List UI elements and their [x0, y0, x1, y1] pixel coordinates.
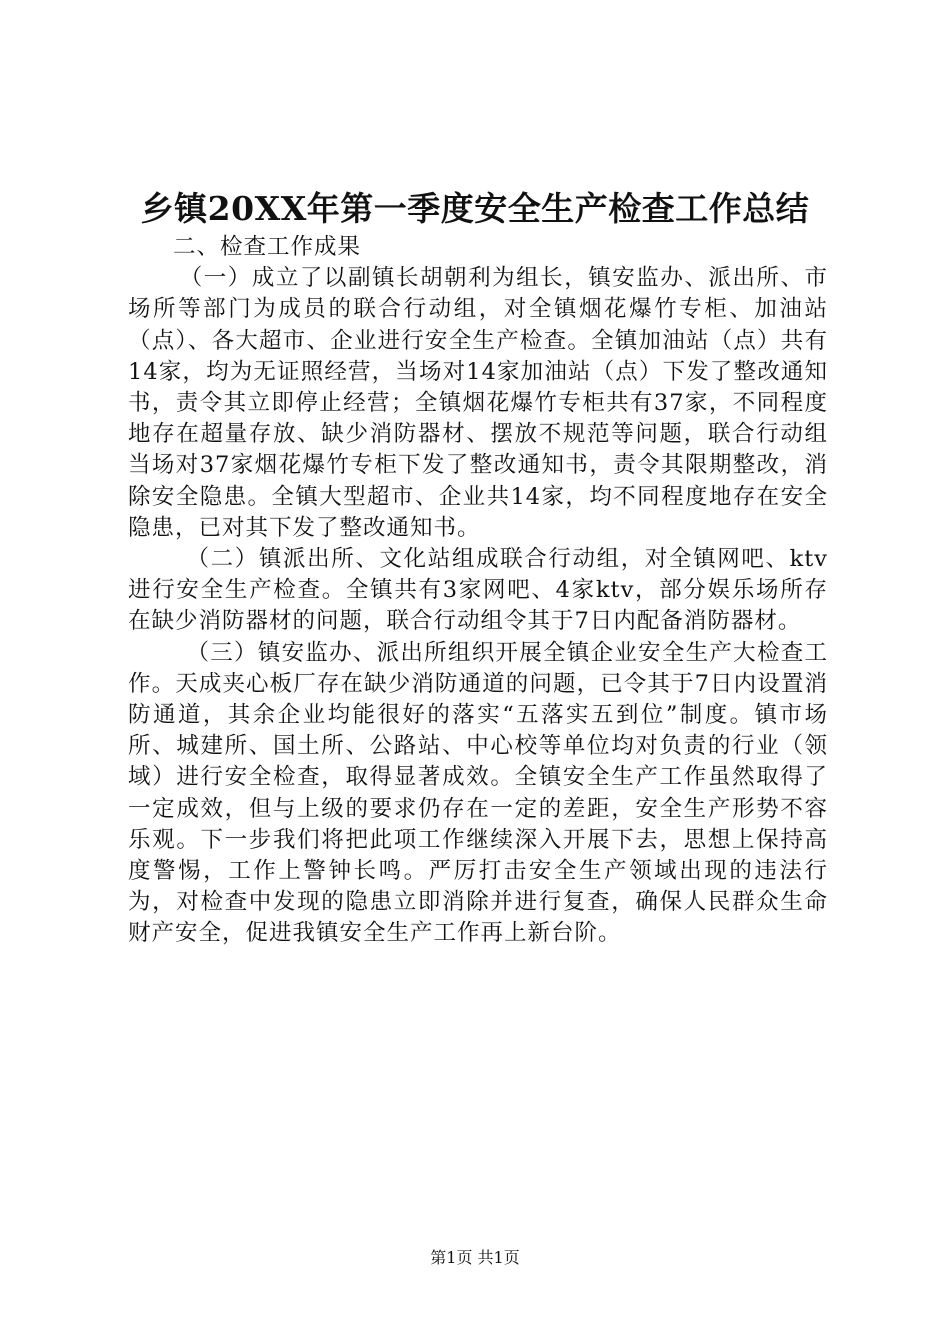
document-title: 乡镇20XX年第一季度安全生产检查工作总结 [140, 189, 810, 228]
paragraph-2: （二）镇派出所、文化站组成联合行动组，对全镇网吧、ktv进行安全生产检查。全镇共有3家网吧、4家ktv，部分娱乐场所存在缺少消防器材的问题，联合行动组令其于7日内配备消防器材。 [128, 546, 828, 635]
paragraph-3: （三）镇安监办、派出所组织开展全镇企业安全生产大检查工作。天成夹心板厂存在缺少消防通道的问题，已令其于7日内设置消防通道，其余企业均能很好的落实“五落实五到位”制度。镇市场所、城建所、国土所、公路站、中心校等单位均对负责的行业（领域）进行安全检查，取得显著成效。全镇安全生产工作虽然取得了一定成效，但与上级的要求仍存在一定的差距，安全生产形势不容乐观。下一步我们将把此项工作继续深入开展下去，思想上保持高度警惕，工作上警钟长鸣。严厉打击安全生产领域出现的违法行为，对检查中发现的隐患立即消除并进行复查，确保人民群众生命财产安全，促进我镇安全生产工作再上新台阶。 [128, 639, 828, 947]
section-heading: 二、检查工作成果 [173, 234, 362, 260]
page-footer: 第1页 共1页 [430, 1248, 520, 1267]
document-body [128, 232, 828, 950]
paragraph-1: （一）成立了以副镇长胡朝利为组长，镇安监办、派出所、市场所等部门为成员的联合行动组，对全镇烟花爆竹专柜、加油站（点）、各大超市、企业进行安全生产检查。全镇加油站（点）共有14家，均为无证照经营，当场对14家加油站（点）下发了整改通知书，责令其立即停止经营；全镇烟花爆竹专柜共有37家，不同程度地存在超量存放、缺少消防器材、摆放不规范等问题，联合行动组当场对37家烟花爆竹专柜下发了整改通知书，责令其限期整改，消除安全隐患。全镇大型超市、企业共14家，均不同程度地存在安全隐患，已对其下发了整改通知书。 [128, 265, 828, 541]
